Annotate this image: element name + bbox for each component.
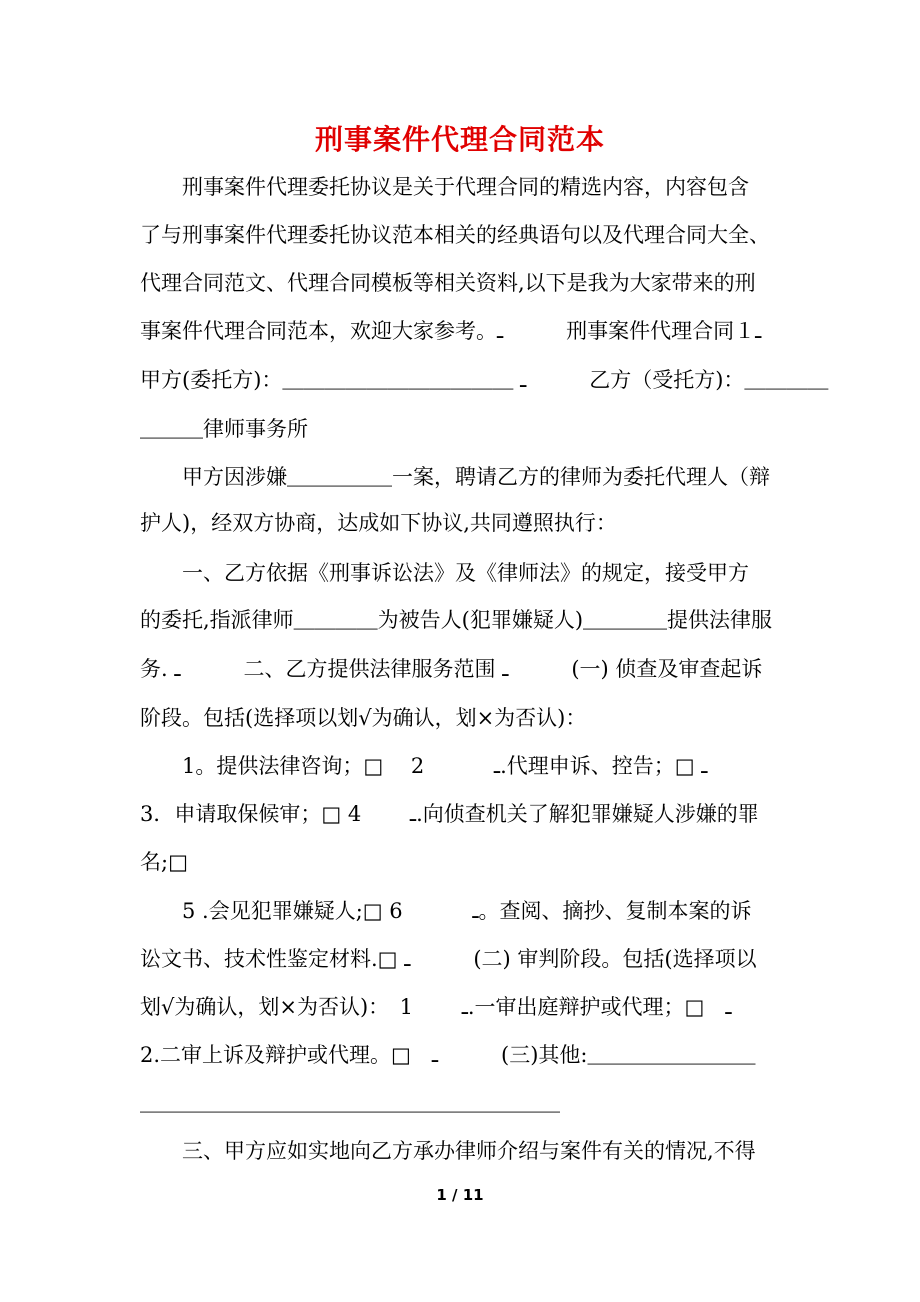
body-line: 了与刑事案件代理委托协议范本相关的经典语句以及代理合同大全、 (140, 223, 770, 247)
body-line: 讼文书、技术性鉴定材料.□ ـ (二) 审判阶段。包括(选择项以 (140, 947, 757, 971)
body-line: 2.二审上诉及辩护或代理。□ ـ (三)其他:＿＿＿＿＿＿＿＿ (140, 1043, 756, 1067)
body-line: 名;□ (140, 850, 188, 874)
body-line: ＿＿＿＿＿＿＿＿＿＿＿＿＿＿＿＿＿＿＿＿ (140, 1091, 560, 1115)
body-line: 5 .会见犯罪嫌疑人;□ 6 ـ。查阅、摘抄、复制本案的诉 (140, 899, 752, 923)
body-line: 事案件代理合同范本，欢迎大家参考。ـ 刑事案件代理合同１ـ (140, 319, 762, 343)
body-line: 甲方因涉嫌＿＿＿＿＿一案，聘请乙方的律师为委托代理人（辩 (140, 465, 770, 489)
body-line: 刑事案件代理委托协议是关于代理合同的精选内容，内容包含 (140, 175, 749, 199)
document-title: 刑事案件代理合同范本 (314, 123, 605, 156)
body-line: 的委托,指派律师＿＿＿＿为被告人(犯罪嫌疑人)＿＿＿＿提供法律服 (140, 608, 773, 632)
body-line: 务. ـ 二、乙方提供法律服务范围 ـ (一) 侦查及审查起诉 (140, 657, 763, 681)
body-line: 护人)，经双方协商，达成如下协议,共同遵照执行： (140, 511, 617, 535)
body-line: 甲方(委托方)：＿＿＿＿＿＿＿＿＿＿＿ ـ 乙方（受托方)：＿＿＿＿ (140, 368, 829, 392)
body-line: 3．申请取保候审；□ 4 ـ.向侦查机关了解犯罪嫌疑人涉嫌的罪 (140, 802, 759, 826)
page-number: 1 / 11 (436, 1186, 484, 1204)
body-line: ＿＿＿律师事务所 (140, 417, 308, 441)
body-line: 1。提供法律咨询；□ 2 ـ.代理申诉、控告；□ ـ (140, 754, 708, 778)
body-line: 阶段。包括(选择项以划√为确认，划×为否认)： (140, 706, 587, 730)
body-line: 三、甲方应如实地向乙方承办律师介绍与案件有关的情况,不得 (140, 1139, 756, 1163)
body-line: 一、乙方依据《刑事诉讼法》及《律师法》的规定，接受甲方 (140, 561, 749, 585)
body-line: 代理合同范文、代理合同模板等相关资料,以下是我为大家带来的刑 (140, 271, 756, 295)
body-line: 划√为确认，划×为否认)： 1 ـ.一审出庭辩护或代理；□ ـ (140, 995, 732, 1019)
